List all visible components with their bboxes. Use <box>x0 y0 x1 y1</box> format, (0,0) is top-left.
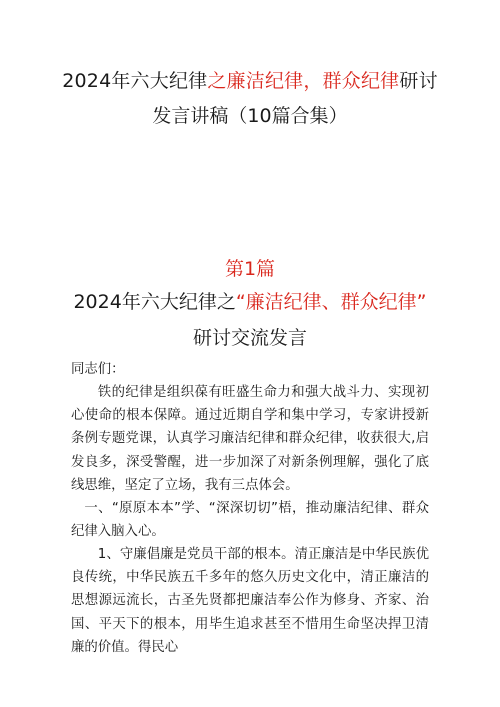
title-part-2-highlight: 之廉洁纪律，群众纪律 <box>207 70 400 92</box>
title-part-1: 2024年六大纪律 <box>62 70 208 92</box>
paragraph-3: 1、守廉倡廉是党员干部的根本。清正廉洁是中华民族优良传统，中华民族五千多年的悠久历史文化中，清正廉洁的思想源远流长，古圣先贤都把廉洁奉公作为修身、齐家、治国、平天下的根本，用毕生追求甚至不惜用生命坚决捍卫清廉的价值。得民心 <box>71 547 429 655</box>
chapter-title-part-2-highlight: “廉洁纪律、群众纪律” <box>235 291 427 313</box>
chapter-title-part-1: 2024年六大纪律之 <box>73 291 236 313</box>
salutation: 同志们： <box>71 362 125 377</box>
chapter-title-line-2: 研讨交流发言 <box>192 327 307 349</box>
chapter-title <box>0 289 500 316</box>
paragraph-2: 一、“原原本本”学、“深深切切”梧，推动廉洁纪律、群众纪律入脑入心。 <box>71 501 429 540</box>
title-part-3: 研讨 <box>399 70 438 92</box>
paragraph-1: 铁的纪律是组织葆有旺盛生命力和强大战斗力、实现初心使命的根本保障。通过近期自学和集中学习，专家讲授新条例专题党课，认真学习廉洁纪律和群众纪律，收获很大,启发良多，深受警醒，进一步加深了对新条例理解，强化了底线思维，坚定了立场，我有三点体会。 <box>71 385 429 493</box>
document-title <box>0 68 500 95</box>
chapter-label: 第1篇 <box>224 258 276 280</box>
document-title-line-2: 发言讲稿（10篇合集） <box>152 105 348 127</box>
